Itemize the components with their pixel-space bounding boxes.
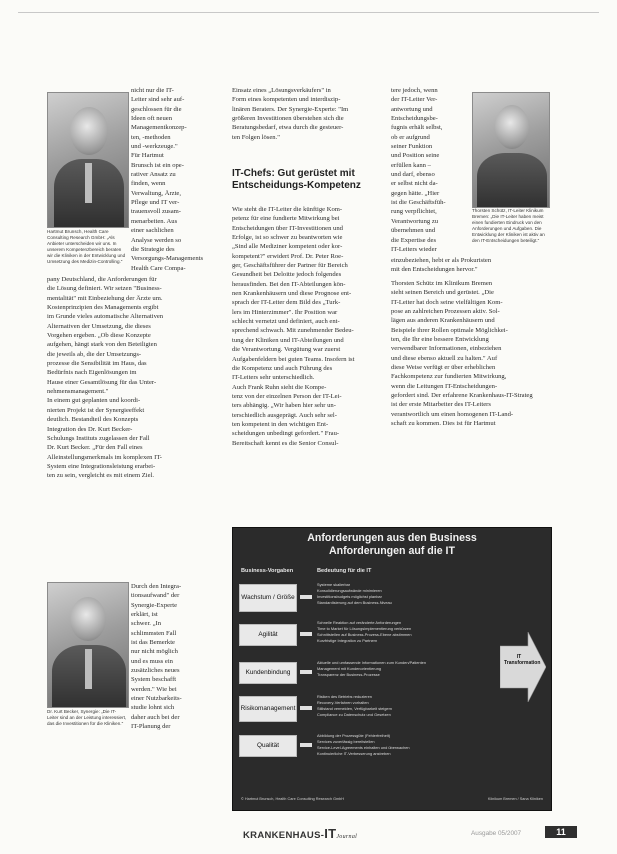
text-line: die Expertise des — [391, 236, 437, 244]
text-line: linären Beraters. Der Synergie-Experte: "Im — [232, 105, 349, 113]
text-line: deutlich. Bestandteil des Konzepts — [47, 416, 139, 424]
text-line: rung verpflichtet, — [391, 208, 437, 216]
figure-bullet: Service-Level-Agreements einhalten und überwachen — [317, 745, 410, 750]
figure-box-quality: Qualität — [239, 735, 297, 757]
text-line: nierten Projekt ist der Synergieeffekt — [47, 406, 145, 414]
portrait-tie — [85, 649, 92, 689]
text-line: einer sachlichen — [131, 227, 174, 235]
text-line: Bereitschaft kennt es die Senior Consul- — [232, 439, 339, 447]
portrait-head — [70, 597, 106, 641]
text-line: mentalität" mit Einbeziehung der Ärzte um. — [47, 294, 163, 302]
figure-box-customer-loyalty: Kundenbindung — [239, 662, 297, 684]
text-line: Integration des Dr. Kurt Becker- — [47, 425, 133, 433]
text-line: die Verantwortung. Vergütung war zuerst — [232, 346, 341, 354]
text-line: Fachkompetenz zur fundierten Mitwirkung, — [391, 373, 507, 381]
text-line: herausfinden. Bei den IT-Abteilungen kön- — [232, 280, 346, 288]
text-line: die Lösung definiert. Wir setzen "Business- — [47, 285, 162, 293]
text-line: geschlossen für die — [131, 105, 182, 113]
text-line: und -werkzeuge." — [131, 143, 178, 151]
text-line: einer Nutzbarkeits- — [131, 695, 182, 703]
text-line: tionsaufwand" der — [131, 592, 180, 600]
text-line: Ideen oft neuen — [131, 115, 173, 123]
text-line: Alternativen der Umsetzung, die dieses — [47, 322, 151, 330]
figure-bullet: Kurzfristige Integration zu Partnern — [317, 638, 378, 643]
text-line: diese Weise verfügt er über erheblichen — [391, 364, 496, 372]
text-line: nicht nur die IT- — [131, 87, 174, 94]
figure-bullet: Systeme skalierbar — [317, 582, 351, 587]
photo3-caption: Dr. Kurt Becker, Synergie: „Die IT-Leiter sind an der Leistung interessiert, das die Investitionen für die Kliniken." — [47, 709, 127, 726]
portrait-photo-2 — [472, 92, 550, 208]
text-line: tere jedoch, wenn — [391, 87, 438, 94]
text-line: ten, die Ihr eine bessere Entwicklung — [391, 336, 489, 344]
figure-title-line1: Anforderungen aus den Business — [307, 532, 477, 544]
text-line: ten, -methoden — [131, 133, 171, 141]
portrait-photo-3 — [47, 582, 129, 708]
text-line: Entscheidungsbe- — [391, 115, 438, 123]
column1-middle-text — [47, 275, 213, 481]
issue-label: Ausgabe 05/2007 — [471, 830, 522, 837]
figure-bullets-customer-loyalty — [317, 660, 497, 678]
figure-bullets-quality — [317, 733, 497, 757]
text-line: Hause einer Gesamtlösung für das Unter- — [47, 378, 157, 386]
text-line: ob er aufgrund — [391, 133, 430, 141]
text-line: Thorsten Schütz im Klinikum Bremen — [391, 280, 493, 287]
figure-footer-left: © Hartmut Brunsch, Health Care Consulting Research GmbH — [241, 796, 345, 801]
text-line: übernehmen und — [391, 227, 436, 235]
text-line: IT-Leiter hat doch seine vielfältigen Kom- — [391, 298, 503, 306]
text-line: Form eines kompetenten und interdiszip- — [232, 96, 341, 104]
text-line: System eine Integrationsleistung erarbei- — [47, 462, 156, 470]
text-line: kompetent?" erwidert Prof. Dr. Peter Roe- — [232, 252, 344, 260]
text-line: Entscheidungen über IT-Investitionen und — [232, 224, 343, 232]
figure-bullet: Schnittstellen auf Business-Prozess-Ebene abstimmen — [317, 632, 412, 637]
text-line: verwendbarer Informationen, einbeziehen — [391, 345, 502, 353]
figure-box-growth: Wachstum / Größe — [239, 584, 297, 612]
photo1-caption: Hartmut Brunsch, Health Care Consulting Research GmbH: „Als Anbieter unterscheiden wir uns. In unserem Kompetenzbereich beraten wir die Kliniken in der Entwicklung und Umsetzung des Medizin-Controlling." — [47, 229, 126, 264]
text-line: Leiter sind sehr auf- — [131, 96, 185, 104]
business-requirements-figure — [232, 527, 552, 811]
portrait-head — [495, 105, 529, 149]
text-line: der IT-Leiter Ver- — [391, 96, 438, 104]
text-line: Verwaltung, Ärzte, — [131, 189, 181, 197]
text-line: Schulungs Instituts zugelassen der Fall — [47, 434, 150, 442]
figure-row-arrow — [300, 670, 312, 674]
text-line: Bedürfnis nach Eigenlösungen im — [47, 369, 137, 377]
text-line: tenz von der einzelnen Person der IT-Lei- — [232, 392, 342, 400]
text-line: ist das Bemerkte — [131, 639, 175, 647]
text-line: lägen aus anderen Krankenhäusern und — [391, 317, 495, 325]
text-line: erklärt, ist — [131, 611, 158, 619]
figure-row-arrow — [300, 743, 312, 747]
text-line: „Sind alle Mediziner kompetent oder kor- — [232, 243, 343, 251]
text-line: schwer. „In — [131, 620, 162, 628]
figure-bullet: Stillstand vermeiden, Verfügbarkeit steigern — [317, 706, 393, 711]
text-line: Pflege und IT ver- — [131, 199, 180, 207]
figure-bullet: Standardisierung auf dem Business-Niveau — [317, 600, 392, 605]
figure-title-line2: Anforderungen auf die IT — [329, 545, 455, 557]
text-line: Beispiele ihrer Rollen optimale Möglichkei- — [391, 326, 508, 334]
figure-row-arrow — [300, 595, 312, 599]
column3-top-text — [391, 86, 467, 256]
text-line: die Strategie des — [131, 245, 175, 253]
text-line: größeren Investitionen überstehen sich die — [232, 115, 344, 123]
text-line: In einem gut geplanten und koordi- — [47, 397, 141, 405]
text-line: IT-Leiters wieder — [391, 245, 437, 253]
text-line: pose an zahlreichen Prozessen aktiv. Sol- — [391, 308, 500, 316]
logo-it-text: IT — [324, 826, 337, 841]
text-line: Kostenprinzipien des Managements ergibt — [47, 304, 159, 312]
text-line: die Kompetenz und auch Führung des — [232, 364, 333, 372]
column2-top-text — [232, 86, 382, 144]
figure-bullet: Recovery-Verfahren vorhalten — [317, 700, 369, 705]
text-line: einzubeziehen, hebt er als Prokuristen — [391, 257, 492, 264]
portrait-body — [477, 153, 547, 208]
text-line: aufgehen, hängt stark von den Beteiligten — [47, 341, 157, 349]
text-line: Für Hartmut — [131, 152, 164, 160]
column1-bottom-text — [131, 582, 213, 740]
logo-main-text: KRANKENHAUS- — [243, 830, 325, 841]
text-line: Beratungsbedarf, etwa durch die gesteuer- — [232, 124, 344, 132]
text-line: im Grunde vieles automatische Alternativen — [47, 313, 164, 321]
text-line: die jeweils ab, die der Umsetzungs- — [47, 350, 142, 358]
text-line: rativer Ansatz zu — [131, 171, 176, 179]
section-headline: IT-Chefs: Gut gerüstet mit Entscheidungs-Kompetenz — [232, 168, 361, 191]
portrait-tie — [85, 163, 92, 203]
text-line: ist der erste Mitarbeiter des IT-Leiters — [391, 401, 491, 409]
figure-col-header-left: Business-Vorgaben — [241, 568, 294, 574]
figure-title — [233, 532, 551, 558]
text-line: Versorgungs-Managements — [131, 255, 204, 263]
text-line: studie lohnt sich — [131, 704, 175, 712]
text-line: Auch Frank Ruhn sieht die Kompe- — [232, 383, 327, 391]
text-line: ger, Geschäftsführer der Partner für Bereich — [232, 262, 348, 270]
magazine-logo — [243, 826, 357, 841]
text-line: seiner Funktion — [391, 143, 433, 151]
text-line: sprach der IT-Leiter dem Bild des „Turk- — [232, 299, 341, 307]
text-line: IT-Leiters sehr unterschiedlich. — [232, 374, 315, 382]
figure-row-arrow — [300, 706, 312, 710]
figure-bullet: Time to Market für Lösungsimplementierung verkürzen — [317, 626, 412, 631]
text-line: System beschafft — [131, 676, 177, 684]
text-line: antwortung und — [391, 105, 433, 113]
text-line: Durch den Integra- — [131, 583, 182, 590]
text-line: verantwortlich um einen homogenen IT-Land- — [391, 410, 514, 418]
text-line: ist die Geschäftsfüh- — [391, 199, 446, 207]
text-line: terschiedlich ausgeprägt. Auch sehr sel- — [232, 411, 337, 419]
column3-transition-text — [391, 256, 546, 276]
text-line: prozesse die Sensibilität im Haus, das — [47, 360, 147, 368]
text-line: lers im Hinterzimmer". Ihr Position war — [232, 308, 338, 316]
portrait-head — [70, 107, 108, 155]
figure-bullet: Abbildung der Prozessgüte (Fehlerfreiheit) — [317, 733, 391, 738]
text-line: menarbeiten. Aus — [131, 217, 178, 225]
column1-top-text — [131, 86, 213, 274]
text-line: wenn die Leitungen IT-Entscheidungen- — [391, 382, 498, 390]
text-line: nur nicht möglich — [131, 648, 178, 656]
text-line: mit den Entscheidungen hervor." — [391, 266, 478, 274]
text-line: werden." Wie bei — [131, 685, 177, 693]
text-line: schaft zu kommen. Dies ist für Hartmut — [391, 420, 496, 428]
text-line: nehmensmanagement." — [47, 388, 109, 396]
text-line: daher auch bei der — [131, 713, 180, 721]
text-line: Einsatz eines „Lösungsverkäufers" in — [232, 87, 331, 94]
text-line: erfüllen kann – — [391, 161, 431, 169]
text-line: zusätzliches neues — [131, 667, 180, 675]
text-line: nen Krankenhäusern und diese Prognose ent- — [232, 290, 352, 298]
text-line: schlimmsten Fall — [131, 629, 177, 637]
portrait-photo-1 — [47, 92, 129, 228]
text-line: Brunsch ist ein ope- — [131, 161, 184, 169]
figure-bullet: Compliance zu Datenschutz und Gesetzen — [317, 712, 391, 717]
figure-bullet: Kontinuierliche IT-Verbesserung anstreben — [317, 751, 391, 756]
text-line: sieht seinen Bereich und gerüstet. „Die — [391, 289, 494, 297]
text-line: finden, wenn — [131, 180, 166, 188]
figure-bullet: Services zuverlässig bereitstellen — [317, 739, 375, 744]
figure-box-risk-management: Risikomanagement — [239, 696, 297, 722]
figure-bullet: Schnelle Reaktion auf veränderte Anforderungen — [317, 620, 402, 625]
text-line: Verantwortung zu — [391, 217, 439, 225]
text-line: Alleinstellungsmerkmals im komplexen IT- — [47, 453, 162, 461]
text-line: scheidungen unbedingt gefordert." Frau- — [232, 430, 340, 438]
photo2-caption: Thorsten Schütz, IT-Leiter Klinikum Bremen: „Die IT-Leiter haben meist einen fundierten Eindruck von den Anforderungen und Aufgaben. Die Entwicklung der Kliniken ist aktiv an den IT-Entscheidungen beteiligt." — [472, 208, 545, 243]
figure-bullet: Risiken des Betriebs reduzieren — [317, 694, 372, 699]
figure-bullet: Konsolidierungsaufwände minimieren — [317, 588, 382, 593]
figure-footer-right: Klinikum Bremen / Sana Kliniken — [487, 796, 543, 801]
text-line: Synergie-Experte — [131, 601, 178, 609]
text-line: Gesundheit bei Deloitte jedoch folgendes — [232, 271, 342, 279]
page-number: 11 — [545, 826, 577, 838]
text-line: Managementkonzep- — [131, 124, 187, 132]
text-line: und Position seine — [391, 152, 440, 160]
text-line: ters abhängig. „Wir haben hier sehr un- — [232, 402, 336, 410]
column2-body-text — [232, 205, 382, 521]
figure-bullets-growth — [317, 582, 497, 606]
text-line: petenz für eine fundierte Mitwirkung bei — [232, 215, 340, 223]
top-rule — [18, 12, 599, 13]
figure-bullet: Aktuelle und umfassende Informationen zum Kunden/Patienten — [317, 660, 427, 665]
figure-bullet: Management mit Kundenorientierung — [317, 666, 382, 671]
text-line: pany Deutschland, die Anforderungen für — [47, 276, 157, 283]
column3-body-text — [391, 279, 546, 523]
text-line: und diese ebenso aktuell zu halten." Auf — [391, 354, 498, 362]
figure-bullet: Investitionsbudgets möglichst planbar — [317, 594, 382, 599]
figure-row-arrow — [300, 632, 312, 636]
figure-col-header-right: Bedeutung für die IT — [317, 568, 372, 574]
figure-bullets-risk-management — [317, 694, 497, 718]
text-line: schlecht vernetzt und definiert, auch ent- — [232, 318, 340, 326]
text-line: Wie steht die IT-Leiter die künftige Kom- — [232, 206, 343, 213]
text-line: Erfolge, ist so schwer zu beantworten wie — [232, 234, 343, 242]
figure-transformation-arrow — [500, 632, 546, 702]
text-line: er selbst nicht da- — [391, 180, 438, 188]
figure-bullets-agility — [317, 620, 497, 644]
text-line: ten Folgen lösen." — [232, 133, 280, 141]
text-line: Dr. Kurt Becker. „Für den Fall eines — [47, 444, 143, 452]
text-line: fugnis erhält selbst, — [391, 124, 443, 132]
text-line: tung der Kliniken und IT-Abteilungen und — [232, 336, 344, 344]
text-line: und darf, ebenso — [391, 171, 435, 179]
text-line: und es muss ein — [131, 657, 173, 665]
text-line: trauensvoll zusam- — [131, 208, 181, 216]
text-line: IT-Planung der — [131, 723, 171, 731]
text-line: sprechend schwach. Mit zunehmender Bedeu- — [232, 327, 354, 335]
text-line: Aufgabenfeldern bei guten Teams. Insofern ist — [232, 355, 355, 363]
text-line: Analyse werden so — [131, 236, 182, 244]
text-line: ten zu sein, vergleicht es mit einem Ziel. — [47, 472, 154, 480]
text-line: gefordert sind. Der erfahrene Krankenhaus-IT-Strateg — [391, 392, 533, 400]
figure-box-agility: Agilität — [239, 624, 297, 646]
logo-journal-text: Journal — [336, 834, 358, 840]
figure-bullet: Transparenz der Business-Prozesse — [317, 672, 380, 677]
figure-result-label: IT Transformation — [504, 654, 541, 666]
text-line: gegen hätte. „Hier — [391, 189, 440, 197]
text-line: Health Care Compa- — [131, 264, 186, 272]
text-line: ten kompetent in den wichtigen Ent- — [232, 420, 329, 428]
text-line: Vorgehen ergeben. „Ob diese Konzepte — [47, 332, 151, 340]
